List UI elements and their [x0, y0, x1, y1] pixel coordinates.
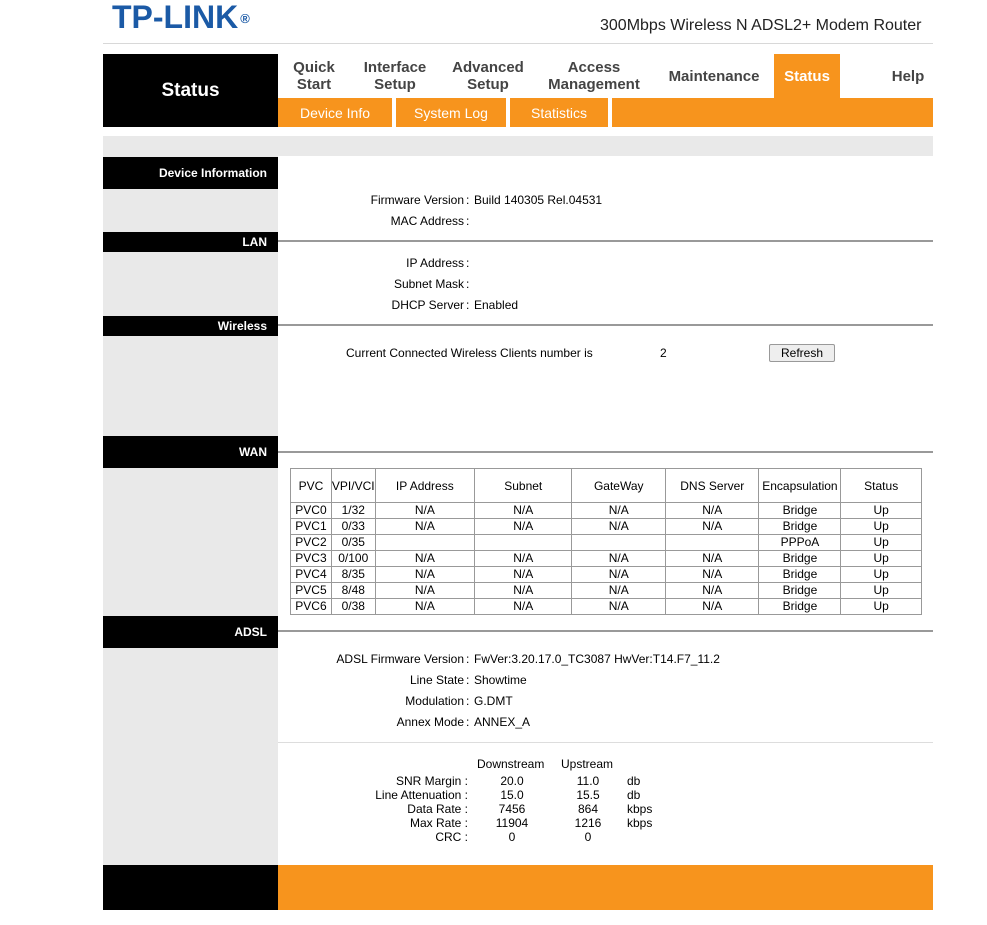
- nav-label: Advanced: [452, 59, 524, 76]
- table-row: [291, 599, 922, 615]
- table-cell: N/A: [572, 503, 666, 519]
- table-cell: PVC0: [291, 503, 332, 519]
- table-cell: N/A: [375, 519, 474, 535]
- table-cell: Up: [841, 583, 922, 599]
- table-cell: N/A: [475, 519, 572, 535]
- annex-mode-value: ANNEX_A: [474, 715, 531, 729]
- firmware-version-value: Build 140305 Rel.04531: [474, 193, 603, 207]
- column-header: Subnet: [475, 469, 572, 503]
- annex-mode-label: Annex Mode: [396, 715, 464, 729]
- table-cell: PVC6: [291, 599, 332, 615]
- table-cell: N/A: [475, 503, 572, 519]
- sub-navigation: [278, 98, 933, 127]
- tp-link-logo: [112, 0, 250, 34]
- line-attenuation-label: Line Attenuation :: [375, 788, 468, 802]
- table-cell: 8/48: [331, 583, 375, 599]
- table-cell: N/A: [375, 599, 474, 615]
- table-cell: N/A: [572, 567, 666, 583]
- table-cell: PVC2: [291, 535, 332, 551]
- table-cell: Up: [841, 535, 922, 551]
- adsl-firmware-label: ADSL Firmware Version: [336, 652, 464, 666]
- table-cell: 1/32: [331, 503, 375, 519]
- model-name: 300Mbps Wireless N ADSL2+ Modem Router: [600, 17, 922, 34]
- table-cell: N/A: [572, 551, 666, 567]
- column-header: GateWay: [572, 469, 666, 503]
- line-state-value: Showtime: [474, 673, 527, 687]
- table-cell: Bridge: [759, 599, 841, 615]
- snr-margin-down: 20.0: [500, 774, 524, 788]
- section-rule: [278, 630, 933, 632]
- column-header: PVC: [291, 469, 332, 503]
- wan-table: [290, 468, 922, 615]
- table-cell: N/A: [572, 599, 666, 615]
- label-colon: :: [466, 256, 470, 270]
- crc-down: 0: [508, 830, 516, 844]
- table-cell: PPPoA: [759, 535, 841, 551]
- table-row: [291, 551, 922, 567]
- line-attenuation-up: 15.5: [576, 788, 600, 802]
- table-cell: [375, 535, 474, 551]
- line-state-label: Line State: [409, 673, 464, 687]
- modulation-value: G.DMT: [474, 694, 513, 708]
- table-cell: N/A: [666, 567, 759, 583]
- table-cell: Bridge: [759, 519, 841, 535]
- content-top-band: [103, 136, 933, 156]
- label-colon: :: [466, 673, 470, 687]
- table-cell: Up: [841, 551, 922, 567]
- table-cell: Bridge: [759, 551, 841, 567]
- nav-label: Maintenance: [668, 67, 760, 85]
- footer-left: [103, 865, 278, 910]
- table-row: [291, 583, 922, 599]
- section-rule: [278, 324, 933, 326]
- snr-margin-up: 11.0: [576, 774, 600, 788]
- table-cell: Up: [841, 503, 922, 519]
- table-cell: N/A: [375, 551, 474, 567]
- data-rate-up: 864: [577, 802, 599, 816]
- table-cell: Bridge: [759, 567, 841, 583]
- subnav-separator: [608, 98, 612, 127]
- table-row: [291, 567, 922, 583]
- table-cell: N/A: [572, 583, 666, 599]
- nav-quick-start[interactable]: [278, 54, 350, 98]
- table-cell: Bridge: [759, 503, 841, 519]
- logo-text: TP-LINK: [112, 0, 239, 35]
- subnav-statistics[interactable]: Statistics: [530, 104, 587, 121]
- table-cell: N/A: [375, 503, 474, 519]
- nav-label: Access: [567, 59, 621, 76]
- nav-status[interactable]: [774, 54, 840, 98]
- table-row: [291, 519, 922, 535]
- wireless-clients-label: Current Connected Wireless Clients number is: [346, 346, 593, 360]
- refresh-button[interactable]: Refresh: [769, 344, 835, 362]
- section-title: Status: [103, 54, 278, 127]
- subnav-system-log[interactable]: System Log: [414, 104, 488, 121]
- column-header: Encapsulation: [759, 469, 841, 503]
- table-cell: N/A: [666, 519, 759, 535]
- table-cell: [475, 535, 572, 551]
- snr-margin-unit: db: [627, 774, 641, 788]
- table-cell: N/A: [375, 583, 474, 599]
- nav-label: Management: [548, 76, 640, 93]
- section-rule: [278, 451, 933, 453]
- table-cell: 8/35: [331, 567, 375, 583]
- wireless-clients-count: 2: [660, 346, 667, 360]
- table-cell: Up: [841, 567, 922, 583]
- section-wireless: Wireless: [103, 316, 278, 336]
- modulation-label: Modulation: [405, 694, 464, 708]
- table-row: [291, 503, 922, 519]
- label-colon: :: [466, 277, 470, 291]
- table-cell: PVC4: [291, 567, 332, 583]
- logo-registered-mark: ®: [240, 11, 250, 26]
- data-rate-label: Data Rate :: [407, 802, 468, 816]
- table-cell: N/A: [666, 503, 759, 519]
- dhcp-server-value: Enabled: [474, 298, 519, 312]
- label-colon: :: [466, 652, 470, 666]
- table-cell: Bridge: [759, 583, 841, 599]
- table-cell: 0/38: [331, 599, 375, 615]
- nav-advanced-setup[interactable]: [444, 54, 532, 98]
- table-cell: N/A: [475, 551, 572, 567]
- max-rate-unit: kbps: [627, 816, 653, 830]
- table-header-row: [291, 469, 922, 503]
- snr-margin-label: SNR Margin :: [395, 774, 468, 788]
- upstream-header: Upstream: [561, 757, 614, 771]
- firmware-version-label: Firmware Version: [370, 193, 464, 207]
- table-cell: N/A: [375, 567, 474, 583]
- column-header: IP Address: [375, 469, 474, 503]
- subnet-mask-label: Subnet Mask: [393, 277, 464, 291]
- nav-label: Setup: [374, 76, 416, 93]
- adsl-divider: [278, 742, 933, 743]
- column-header: Status: [841, 469, 922, 503]
- downstream-header: Downstream: [477, 757, 545, 771]
- nav-label: Start: [296, 76, 332, 93]
- nav-label: Quick: [293, 59, 335, 76]
- left-column: [103, 156, 278, 865]
- label-colon: :: [466, 298, 470, 312]
- line-attenuation-down: 15.0: [500, 788, 524, 802]
- nav-access-management[interactable]: [544, 54, 644, 98]
- section-lan: LAN: [103, 232, 278, 252]
- header-divider: [103, 43, 933, 44]
- table-cell: PVC5: [291, 583, 332, 599]
- column-header: DNS Server: [666, 469, 759, 503]
- subnav-device-info[interactable]: Device Info: [299, 104, 371, 121]
- table-cell: 0/35: [331, 535, 375, 551]
- data-rate-down: 7456: [498, 802, 526, 816]
- table-cell: PVC1: [291, 519, 332, 535]
- nav-label: Setup: [467, 76, 509, 93]
- section-adsl: ADSL: [103, 616, 278, 648]
- dhcp-server-label: DHCP Server: [391, 298, 464, 312]
- label-colon: :: [466, 214, 470, 228]
- crc-up: 0: [584, 830, 592, 844]
- label-colon: :: [466, 715, 470, 729]
- data-rate-unit: kbps: [627, 802, 653, 816]
- max-rate-label: Max Rate :: [409, 816, 468, 830]
- top-navigation: [278, 54, 933, 98]
- table-cell: 0/33: [331, 519, 375, 535]
- nav-maintenance[interactable]: [660, 54, 768, 98]
- table-row: [291, 535, 922, 551]
- table-cell: N/A: [666, 551, 759, 567]
- table-cell: [666, 535, 759, 551]
- nav-label: Help: [891, 67, 925, 85]
- mac-address-label: MAC Address: [390, 214, 464, 228]
- nav-help[interactable]: [878, 54, 938, 98]
- table-cell: N/A: [666, 599, 759, 615]
- column-header: VPI/VCI: [331, 469, 375, 503]
- table-cell: N/A: [572, 519, 666, 535]
- adsl-firmware-value: FwVer:3.20.17.0_TC3087 HwVer:T14.F7_11.2: [474, 652, 720, 666]
- section-rule: [278, 240, 933, 242]
- table-cell: N/A: [475, 599, 572, 615]
- table-cell: N/A: [475, 567, 572, 583]
- label-colon: :: [466, 193, 470, 207]
- max-rate-up: 1216: [574, 816, 602, 830]
- table-cell: N/A: [666, 583, 759, 599]
- section-device-information: Device Information: [103, 157, 278, 189]
- ip-address-label: IP Address: [406, 256, 464, 270]
- table-cell: Up: [841, 599, 922, 615]
- section-wan: WAN: [103, 436, 278, 468]
- table-cell: PVC3: [291, 551, 332, 567]
- label-colon: :: [466, 694, 470, 708]
- crc-label: CRC :: [435, 830, 468, 844]
- nav-label: Status: [784, 67, 830, 85]
- table-cell: Up: [841, 519, 922, 535]
- table-cell: [572, 535, 666, 551]
- max-rate-down: 11904: [495, 816, 529, 830]
- table-cell: 0/100: [331, 551, 375, 567]
- footer-bar: [278, 865, 933, 910]
- line-attenuation-unit: db: [627, 788, 641, 802]
- nav-interface-setup[interactable]: [354, 54, 436, 98]
- nav-label: Interface: [363, 59, 427, 76]
- table-cell: N/A: [475, 583, 572, 599]
